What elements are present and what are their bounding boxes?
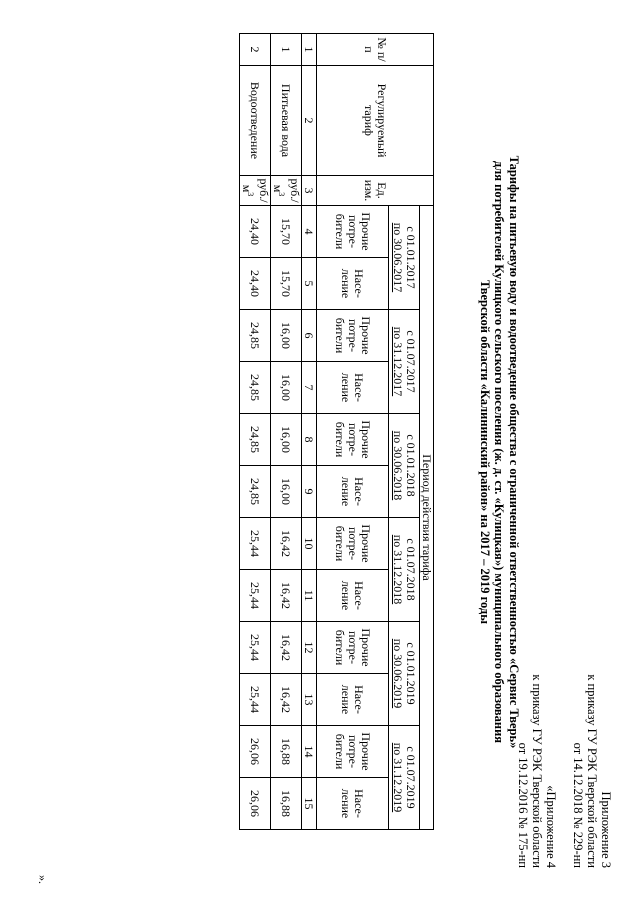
period-2-to: по 31.12.2017 xyxy=(391,326,405,397)
index-cell: 11 xyxy=(302,570,317,622)
index-cell: 12 xyxy=(302,622,317,674)
appendix-4-header xyxy=(516,674,558,868)
sub-other: Прочие потре-бители xyxy=(317,206,389,258)
value-cell: 25,44 xyxy=(240,674,271,726)
index-cell: 6 xyxy=(302,310,317,362)
appendix-4-line3: от 19.12.2016 № 175-нп xyxy=(516,742,530,868)
appendix-4-line1: «Приложение 4 xyxy=(544,785,558,868)
index-cell: 14 xyxy=(302,726,317,778)
index-cell: 13 xyxy=(302,674,317,726)
index-cell: 4 xyxy=(302,206,317,258)
document-title xyxy=(478,0,522,904)
row-name: Питьевая вода xyxy=(271,66,302,176)
value-cell: 24,85 xyxy=(240,310,271,362)
value-cell: 16,00 xyxy=(271,310,302,362)
value-cell: 24,40 xyxy=(240,258,271,310)
index-cell: 7 xyxy=(302,362,317,414)
period-5-from: с 01.01.2019 xyxy=(404,642,418,705)
title-line3: Тверской области «Калининский район» на 2017 – 2019 годы xyxy=(478,280,492,624)
sub-other: Прочие потре-бители xyxy=(317,310,389,362)
value-cell: 15,70 xyxy=(271,258,302,310)
value-cell: 16,88 xyxy=(271,778,302,830)
period-4-from: с 01.07.2018 xyxy=(404,538,418,601)
sub-population: Насе-ление xyxy=(317,466,389,518)
closing-quote: ». xyxy=(36,875,50,884)
period-3-to: по 30.06.2018 xyxy=(391,430,405,501)
period-1-from: с 01.01.2017 xyxy=(404,226,418,289)
index-cell: 10 xyxy=(302,518,317,570)
value-cell: 16,88 xyxy=(271,726,302,778)
value-cell: 24,40 xyxy=(240,206,271,258)
row-num: 1 xyxy=(271,34,302,66)
period-6-from: с 01.07.2019 xyxy=(404,746,418,809)
title-line2: для потребителей Кулицкого сельского поселения (ж. д. ст. «Кулицкая») муниципального образования xyxy=(492,160,507,744)
sub-other: Прочие потре-бители xyxy=(317,518,389,570)
value-cell: 15,70 xyxy=(271,206,302,258)
table-header-row xyxy=(420,34,434,830)
appendix-3-line1: Приложение 3 xyxy=(599,791,613,868)
index-cell: 3 xyxy=(302,176,317,206)
index-cell: 15 xyxy=(302,778,317,830)
period-2 xyxy=(389,310,420,414)
value-cell: 26,06 xyxy=(240,726,271,778)
value-cell: 24,85 xyxy=(240,466,271,518)
value-cell: 16,42 xyxy=(271,622,302,674)
appendix-3-line2: к приказу ГУ РЭК Тверской области xyxy=(585,674,599,868)
index-row xyxy=(302,34,317,830)
value-cell: 25,44 xyxy=(240,570,271,622)
period-4-to: по 31.12.2018 xyxy=(391,534,405,605)
index-cell: 1 xyxy=(302,34,317,66)
table-row xyxy=(271,34,302,830)
index-cell: 9 xyxy=(302,466,317,518)
index-cell: 2 xyxy=(302,66,317,176)
title-line1: Тарифы на питьевую воду и водоотведение общества с ограниченной ответственностью «Сервис Тверь» xyxy=(507,155,521,749)
header-num: № п/ п xyxy=(317,34,434,66)
sub-population: Насе-ление xyxy=(317,778,389,830)
header-tariff: Регулируемый тариф xyxy=(317,66,434,176)
index-cell: 8 xyxy=(302,414,317,466)
sub-population: Насе-ление xyxy=(317,674,389,726)
period-3-from: с 01.01.2018 xyxy=(404,434,418,497)
period-6 xyxy=(389,726,420,830)
value-cell: 24,85 xyxy=(240,414,271,466)
value-cell: 16,00 xyxy=(271,362,302,414)
value-cell: 16,00 xyxy=(271,466,302,518)
row-unit xyxy=(240,176,271,206)
unit-text: руб./м xyxy=(240,178,271,203)
sub-other: Прочие потре-бители xyxy=(317,414,389,466)
unit-sup: 3 xyxy=(246,192,255,197)
value-cell: 25,44 xyxy=(240,622,271,674)
period-6-to: по 31.12.2019 xyxy=(391,742,405,813)
period-4 xyxy=(389,518,420,622)
unit-sup: 3 xyxy=(277,192,286,197)
header-period: Период действия тарифа xyxy=(420,206,434,830)
period-2-from: с 01.07.2017 xyxy=(404,330,418,393)
value-cell: 26,06 xyxy=(240,778,271,830)
period-3 xyxy=(389,414,420,518)
tariff-table xyxy=(239,33,434,830)
unit-text: руб./м xyxy=(271,178,302,203)
sub-population: Насе-ление xyxy=(317,570,389,622)
period-1 xyxy=(389,206,420,310)
appendix-4-line2: к приказу ГУ РЭК Тверской области xyxy=(530,674,544,868)
header-unit: Ед. изм. xyxy=(317,176,434,206)
value-cell: 16,42 xyxy=(271,674,302,726)
appendix-3-line3: от 14.12.2018 № 229-нп xyxy=(571,742,585,868)
sub-other: Прочие потре-бители xyxy=(317,622,389,674)
table-row xyxy=(240,34,271,830)
index-cell: 5 xyxy=(302,258,317,310)
period-5-to: по 30.06.2019 xyxy=(391,638,405,709)
value-cell: 25,44 xyxy=(240,518,271,570)
sub-other: Прочие потре-бители xyxy=(317,726,389,778)
row-name: Водоотведение xyxy=(240,66,271,176)
appendix-3-header xyxy=(571,674,613,868)
sub-population: Насе-ление xyxy=(317,362,389,414)
period-1-to: по 30.06.2017 xyxy=(391,222,405,293)
row-unit xyxy=(271,176,302,206)
value-cell: 16,42 xyxy=(271,570,302,622)
row-num: 2 xyxy=(240,34,271,66)
value-cell: 24,85 xyxy=(240,362,271,414)
sub-population: Насе-ление xyxy=(317,258,389,310)
value-cell: 16,42 xyxy=(271,518,302,570)
value-cell: 16,00 xyxy=(271,414,302,466)
period-5 xyxy=(389,622,420,726)
